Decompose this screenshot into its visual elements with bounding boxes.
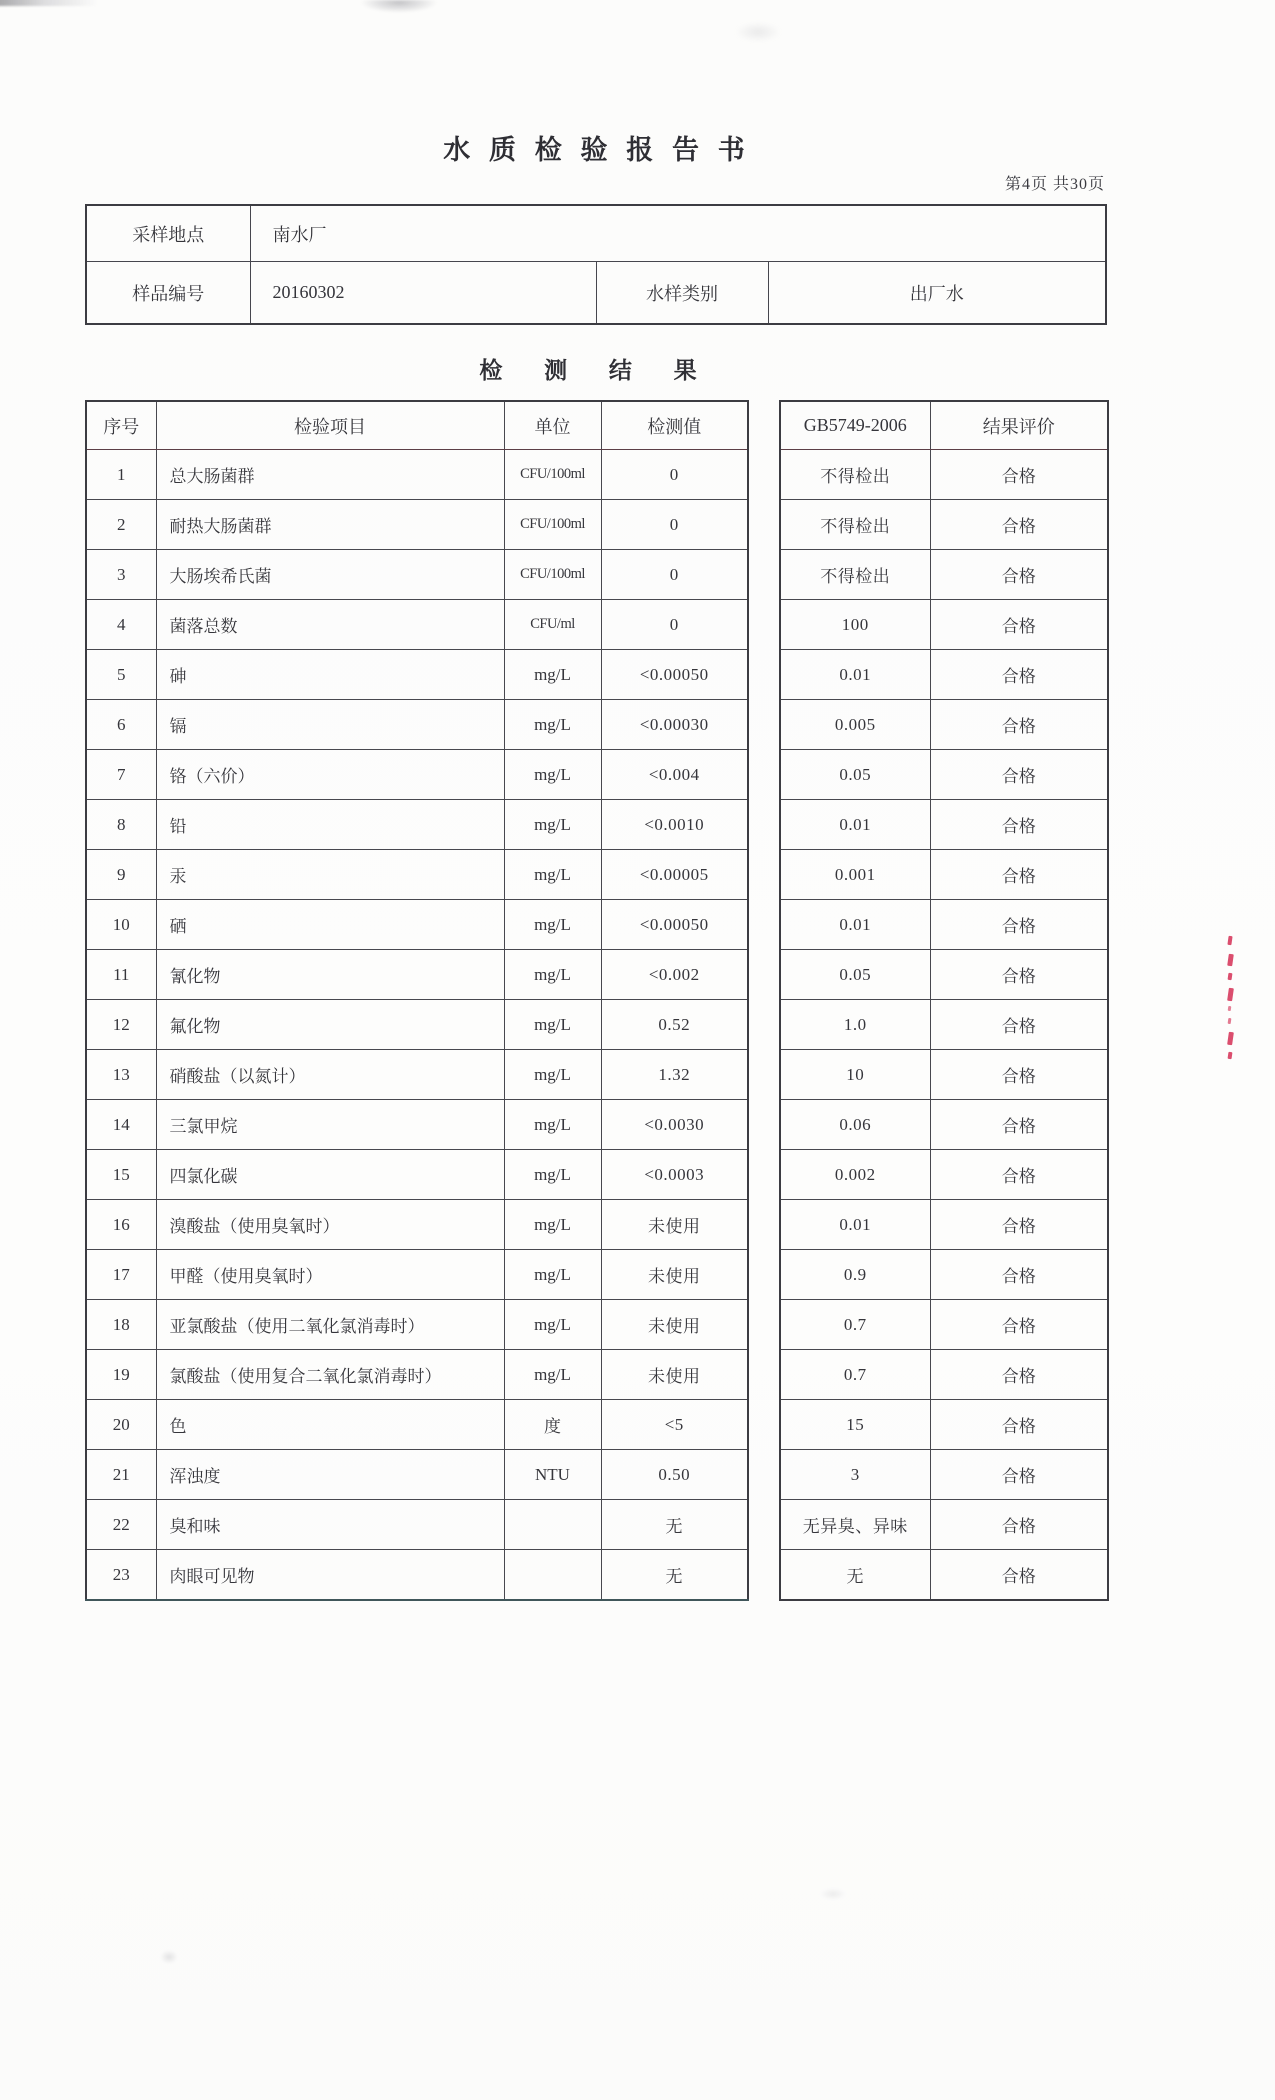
unit: mg/L bbox=[504, 650, 601, 700]
item-name: 臭和味 bbox=[156, 1500, 504, 1550]
red-ink-mark bbox=[1227, 954, 1234, 967]
results-table-left bbox=[85, 400, 749, 1601]
table-row bbox=[86, 1350, 748, 1400]
table-row bbox=[780, 950, 1108, 1000]
item-name: 砷 bbox=[156, 650, 504, 700]
results-header-row bbox=[780, 401, 1108, 450]
evaluation: 合格 bbox=[930, 650, 1108, 700]
item-name: 亚氯酸盐（使用二氧化氯消毒时） bbox=[156, 1300, 504, 1350]
scan-smudge bbox=[0, 0, 116, 6]
table-row bbox=[780, 750, 1108, 800]
unit: mg/L bbox=[504, 1100, 601, 1150]
column-header-standard: GB5749-2006 bbox=[780, 401, 930, 450]
evaluation: 合格 bbox=[930, 750, 1108, 800]
table-row bbox=[780, 1200, 1108, 1250]
measured-value: 0 bbox=[601, 450, 748, 500]
item-name: 耐热大肠菌群 bbox=[156, 500, 504, 550]
standard-limit: 0.01 bbox=[780, 800, 930, 850]
row-number: 23 bbox=[86, 1550, 156, 1601]
unit: CFU/100ml bbox=[504, 500, 601, 550]
measured-value: 1.32 bbox=[601, 1050, 748, 1100]
scan-smudge bbox=[820, 1888, 846, 1900]
sample-no-value: 20160302 bbox=[250, 262, 596, 325]
unit: mg/L bbox=[504, 900, 601, 950]
table-row bbox=[780, 500, 1108, 550]
section-title: 检 测 结 果 bbox=[479, 358, 715, 383]
evaluation: 合格 bbox=[930, 550, 1108, 600]
row-number: 16 bbox=[86, 1200, 156, 1250]
row-number: 21 bbox=[86, 1450, 156, 1500]
unit: mg/L bbox=[504, 850, 601, 900]
item-name: 镉 bbox=[156, 700, 504, 750]
table-row bbox=[780, 1000, 1108, 1050]
table-row bbox=[780, 1050, 1108, 1100]
standard-limit: 不得检出 bbox=[780, 550, 930, 600]
evaluation: 合格 bbox=[930, 1200, 1108, 1250]
row-number: 18 bbox=[86, 1300, 156, 1350]
unit: NTU bbox=[504, 1450, 601, 1500]
evaluation: 合格 bbox=[930, 450, 1108, 500]
results-tables bbox=[85, 400, 1109, 1601]
table-row bbox=[86, 1050, 748, 1100]
table-row bbox=[780, 800, 1108, 850]
measured-value: 未使用 bbox=[601, 1250, 748, 1300]
standard-limit: 无 bbox=[780, 1550, 930, 1601]
evaluation: 合格 bbox=[930, 900, 1108, 950]
table-row bbox=[86, 500, 748, 550]
standard-limit: 0.05 bbox=[780, 950, 930, 1000]
standard-limit: 0.001 bbox=[780, 850, 930, 900]
unit: mg/L bbox=[504, 1150, 601, 1200]
table-row bbox=[780, 450, 1108, 500]
unit: mg/L bbox=[504, 1250, 601, 1300]
table-row bbox=[780, 1450, 1108, 1500]
standard-limit: 0.01 bbox=[780, 650, 930, 700]
item-name: 四氯化碳 bbox=[156, 1150, 504, 1200]
evaluation: 合格 bbox=[930, 500, 1108, 550]
evaluation: 合格 bbox=[930, 800, 1108, 850]
table-row bbox=[86, 700, 748, 750]
row-number: 7 bbox=[86, 750, 156, 800]
item-name: 三氯甲烷 bbox=[156, 1100, 504, 1150]
table-row bbox=[780, 1550, 1108, 1601]
evaluation: 合格 bbox=[930, 1500, 1108, 1550]
unit: mg/L bbox=[504, 950, 601, 1000]
scan-smudge bbox=[735, 22, 781, 42]
item-name: 硝酸盐（以氮计） bbox=[156, 1050, 504, 1100]
row-number: 11 bbox=[86, 950, 156, 1000]
standard-limit: 0.005 bbox=[780, 700, 930, 750]
evaluation: 合格 bbox=[930, 1250, 1108, 1300]
table-row bbox=[780, 1150, 1108, 1200]
table-row bbox=[86, 1400, 748, 1450]
evaluation: 合格 bbox=[930, 1550, 1108, 1601]
evaluation: 合格 bbox=[930, 1000, 1108, 1050]
results-table-right bbox=[779, 400, 1109, 1601]
table-row bbox=[780, 1350, 1108, 1400]
table-row bbox=[780, 1400, 1108, 1450]
evaluation: 合格 bbox=[930, 1050, 1108, 1100]
measured-value: 0 bbox=[601, 550, 748, 600]
sample-info-table bbox=[85, 204, 1107, 325]
item-name: 浑浊度 bbox=[156, 1450, 504, 1500]
item-name: 铬（六价） bbox=[156, 750, 504, 800]
unit bbox=[504, 1500, 601, 1550]
page-indicator: 第4页 共30页 bbox=[1004, 176, 1105, 193]
red-ink-mark bbox=[1228, 1018, 1232, 1024]
standard-limit: 0.01 bbox=[780, 900, 930, 950]
item-name: 甲醛（使用臭氧时） bbox=[156, 1250, 504, 1300]
standard-limit: 0.7 bbox=[780, 1300, 930, 1350]
unit: 度 bbox=[504, 1400, 601, 1450]
evaluation: 合格 bbox=[930, 1100, 1108, 1150]
table-row bbox=[780, 1250, 1108, 1300]
item-name: 总大肠菌群 bbox=[156, 450, 504, 500]
row-number: 12 bbox=[86, 1000, 156, 1050]
evaluation: 合格 bbox=[930, 1450, 1108, 1500]
table-row bbox=[86, 850, 748, 900]
table-row bbox=[780, 700, 1108, 750]
standard-limit: 不得检出 bbox=[780, 500, 930, 550]
page-title: 水 质 检 验 报 告 书 bbox=[443, 135, 751, 165]
table-row bbox=[86, 1500, 748, 1550]
row-number: 17 bbox=[86, 1250, 156, 1300]
red-ink-mark bbox=[1227, 1032, 1234, 1046]
measured-value: <0.0010 bbox=[601, 800, 748, 850]
table-row bbox=[780, 550, 1108, 600]
item-name: 肉眼可见物 bbox=[156, 1550, 504, 1601]
measured-value: <5 bbox=[601, 1400, 748, 1450]
measured-value: 0.52 bbox=[601, 1000, 748, 1050]
row-number: 9 bbox=[86, 850, 156, 900]
item-name: 菌落总数 bbox=[156, 600, 504, 650]
unit: mg/L bbox=[504, 1350, 601, 1400]
item-name: 氟化物 bbox=[156, 1000, 504, 1050]
scan-smudge bbox=[360, 0, 438, 13]
table-row bbox=[86, 900, 748, 950]
unit bbox=[504, 1550, 601, 1601]
unit: mg/L bbox=[504, 1050, 601, 1100]
measured-value: 0.50 bbox=[601, 1450, 748, 1500]
table-row bbox=[86, 600, 748, 650]
item-name: 氯酸盐（使用复合二氧化氯消毒时） bbox=[156, 1350, 504, 1400]
item-name: 溴酸盐（使用臭氧时） bbox=[156, 1200, 504, 1250]
item-name: 大肠埃希氏菌 bbox=[156, 550, 504, 600]
evaluation: 合格 bbox=[930, 1350, 1108, 1400]
measured-value: <0.00050 bbox=[601, 900, 748, 950]
table-row bbox=[86, 1000, 748, 1050]
evaluation: 合格 bbox=[930, 1150, 1108, 1200]
table-row bbox=[86, 650, 748, 700]
row-number: 10 bbox=[86, 900, 156, 950]
measured-value: <0.00005 bbox=[601, 850, 748, 900]
row-number: 14 bbox=[86, 1100, 156, 1150]
standard-limit: 0.01 bbox=[780, 1200, 930, 1250]
red-ink-mark bbox=[1228, 1006, 1232, 1011]
measured-value: <0.0003 bbox=[601, 1150, 748, 1200]
table-row bbox=[86, 950, 748, 1000]
evaluation: 合格 bbox=[930, 850, 1108, 900]
evaluation: 合格 bbox=[930, 1300, 1108, 1350]
item-name: 汞 bbox=[156, 850, 504, 900]
table-row bbox=[86, 1450, 748, 1500]
table-row bbox=[780, 650, 1108, 700]
unit: mg/L bbox=[504, 800, 601, 850]
measured-value: <0.004 bbox=[601, 750, 748, 800]
table-row bbox=[780, 1300, 1108, 1350]
row-number: 15 bbox=[86, 1150, 156, 1200]
standard-limit: 15 bbox=[780, 1400, 930, 1450]
standard-limit: 1.0 bbox=[780, 1000, 930, 1050]
standard-limit: 0.002 bbox=[780, 1150, 930, 1200]
standard-limit: 0.06 bbox=[780, 1100, 930, 1150]
row-number: 4 bbox=[86, 600, 156, 650]
item-name: 色 bbox=[156, 1400, 504, 1450]
evaluation: 合格 bbox=[930, 1400, 1108, 1450]
sampling-location-label: 采样地点 bbox=[86, 205, 250, 262]
table-row bbox=[86, 450, 748, 500]
sample-type-value: 出厂水 bbox=[768, 262, 1106, 325]
results-header-row bbox=[86, 401, 748, 450]
measured-value: 未使用 bbox=[601, 1200, 748, 1250]
measured-value: <0.0030 bbox=[601, 1100, 748, 1150]
table-row bbox=[86, 1150, 748, 1200]
evaluation: 合格 bbox=[930, 700, 1108, 750]
evaluation: 合格 bbox=[930, 600, 1108, 650]
table-row bbox=[780, 850, 1108, 900]
column-header-evaluation: 结果评价 bbox=[930, 401, 1108, 450]
table-row bbox=[780, 1500, 1108, 1550]
red-ink-mark bbox=[1227, 936, 1232, 945]
table-row bbox=[86, 800, 748, 850]
table-row bbox=[86, 1550, 748, 1601]
unit: mg/L bbox=[504, 700, 601, 750]
measured-value: 无 bbox=[601, 1500, 748, 1550]
row-number: 19 bbox=[86, 1350, 156, 1400]
measured-value: 0 bbox=[601, 600, 748, 650]
standard-limit: 10 bbox=[780, 1050, 930, 1100]
row-number: 5 bbox=[86, 650, 156, 700]
unit: CFU/100ml bbox=[504, 550, 601, 600]
standard-limit: 0.9 bbox=[780, 1250, 930, 1300]
table-row bbox=[780, 600, 1108, 650]
unit: mg/L bbox=[504, 1300, 601, 1350]
table-row bbox=[86, 1250, 748, 1300]
measured-value: 未使用 bbox=[601, 1350, 748, 1400]
column-header-unit: 单位 bbox=[504, 401, 601, 450]
table-row bbox=[86, 550, 748, 600]
table-row bbox=[780, 900, 1108, 950]
red-ink-mark bbox=[1227, 988, 1234, 1002]
column-header-no: 序号 bbox=[86, 401, 156, 450]
unit: mg/L bbox=[504, 1200, 601, 1250]
measured-value: <0.00050 bbox=[601, 650, 748, 700]
table-row bbox=[780, 1100, 1108, 1150]
standard-limit: 100 bbox=[780, 600, 930, 650]
row-number: 22 bbox=[86, 1500, 156, 1550]
unit: CFU/ml bbox=[504, 600, 601, 650]
scan-smudge bbox=[160, 1950, 178, 1964]
table-row bbox=[86, 1200, 748, 1250]
standard-limit: 0.05 bbox=[780, 750, 930, 800]
standard-limit: 0.7 bbox=[780, 1350, 930, 1400]
measured-value: 未使用 bbox=[601, 1300, 748, 1350]
column-header-value: 检测值 bbox=[601, 401, 748, 450]
row-number: 8 bbox=[86, 800, 156, 850]
measured-value: 0 bbox=[601, 500, 748, 550]
red-ink-mark bbox=[1228, 1052, 1233, 1059]
column-header-item: 检验项目 bbox=[156, 401, 504, 450]
unit: mg/L bbox=[504, 1000, 601, 1050]
row-number: 13 bbox=[86, 1050, 156, 1100]
standard-limit: 不得检出 bbox=[780, 450, 930, 500]
measured-value: 无 bbox=[601, 1550, 748, 1601]
item-name: 氰化物 bbox=[156, 950, 504, 1000]
row-number: 6 bbox=[86, 700, 156, 750]
row-number: 1 bbox=[86, 450, 156, 500]
table-row bbox=[86, 1300, 748, 1350]
evaluation: 合格 bbox=[930, 950, 1108, 1000]
table-row bbox=[86, 1100, 748, 1150]
sample-type-label: 水样类别 bbox=[596, 262, 768, 325]
row-number: 3 bbox=[86, 550, 156, 600]
unit: mg/L bbox=[504, 750, 601, 800]
unit: CFU/100ml bbox=[504, 450, 601, 500]
standard-limit: 3 bbox=[780, 1450, 930, 1500]
row-number: 20 bbox=[86, 1400, 156, 1450]
sampling-location-value: 南水厂 bbox=[250, 205, 1106, 262]
measured-value: <0.00030 bbox=[601, 700, 748, 750]
item-name: 铅 bbox=[156, 800, 504, 850]
row-number: 2 bbox=[86, 500, 156, 550]
red-ink-mark bbox=[1228, 973, 1233, 980]
measured-value: <0.002 bbox=[601, 950, 748, 1000]
item-name: 硒 bbox=[156, 900, 504, 950]
sample-no-label: 样品编号 bbox=[86, 262, 250, 325]
table-row bbox=[86, 750, 748, 800]
standard-limit: 无异臭、异味 bbox=[780, 1500, 930, 1550]
